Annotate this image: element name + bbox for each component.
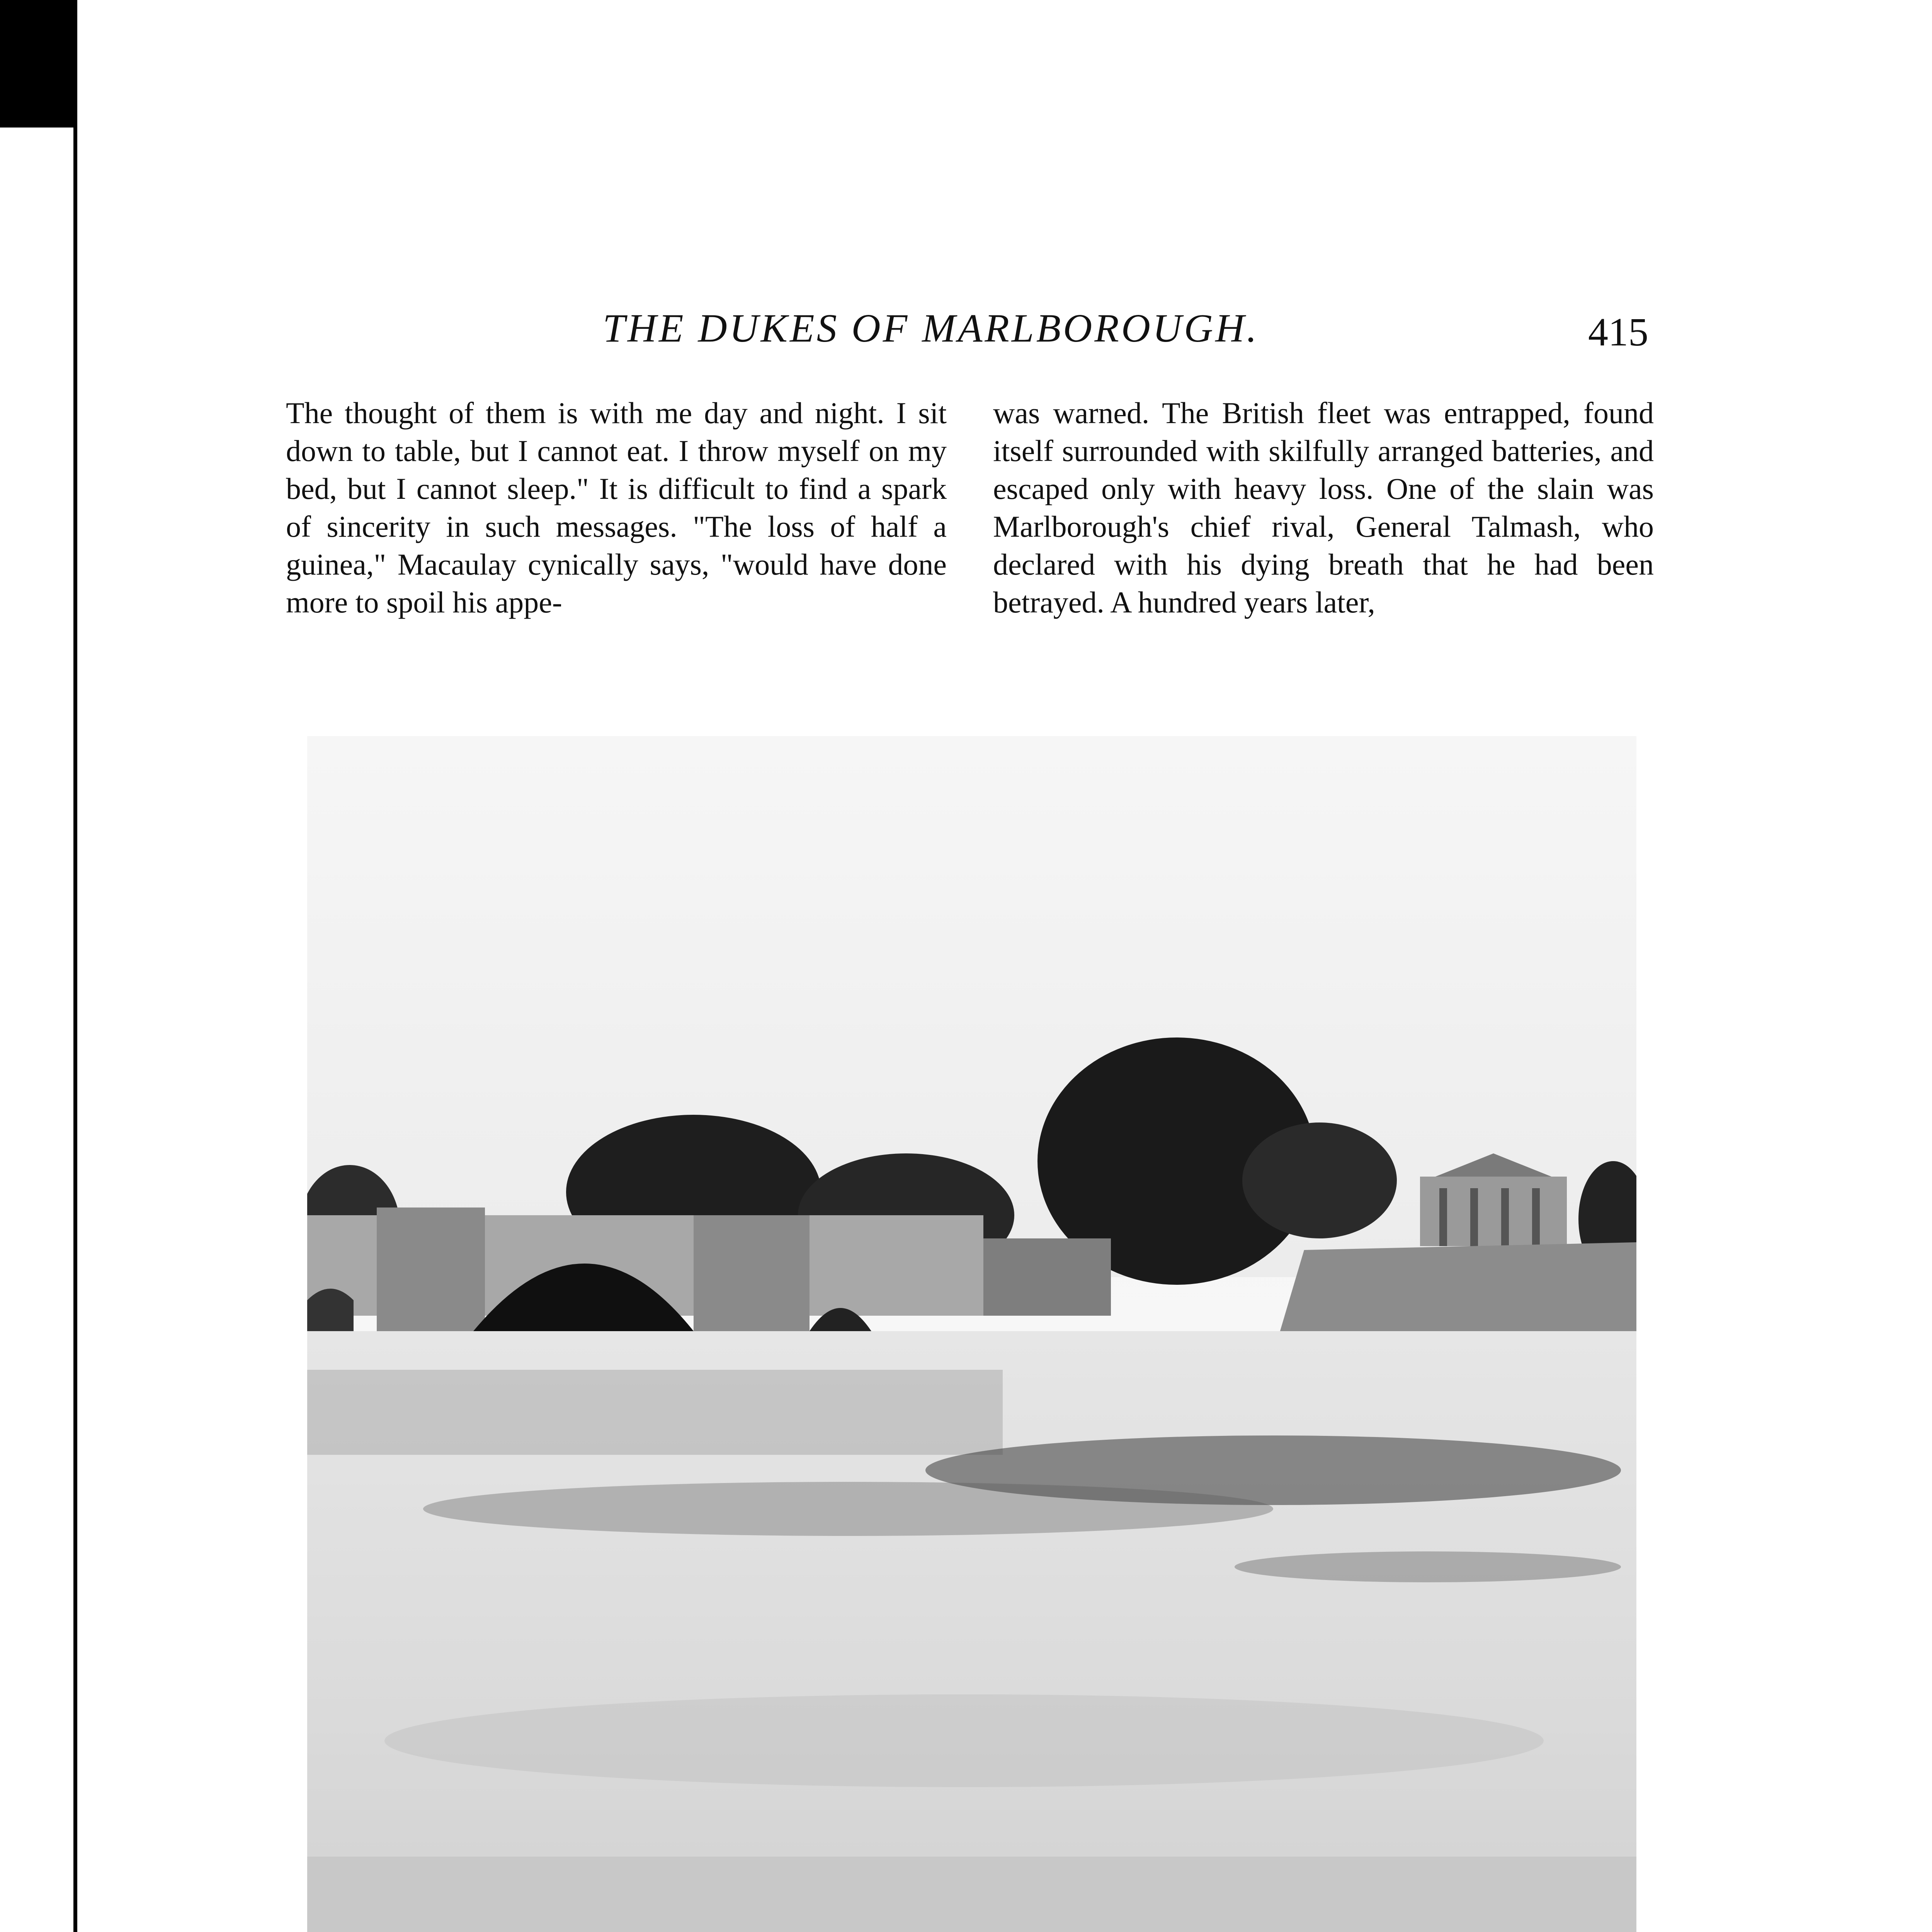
previous-page-edge (0, 128, 73, 1932)
column-left-top (286, 394, 947, 621)
running-head: THE DUKES OF MARLBOROUGH. (603, 306, 1259, 350)
paragraph: was warned. The British fleet was entrapped, found itself surrounded with skilfully arranged batteries, and escaped only with heavy loss. One of the slain was Marlborough's chief rival, General Talmash, who declared with his dying breath that he had been betrayed. A hundred years later, (993, 396, 1654, 619)
lake-landscape-image (307, 736, 1636, 1932)
page-number: 415 (1588, 310, 1648, 354)
column-right-top (993, 394, 1654, 621)
paragraph: The thought of them is with me day and night. I sit down to table, but I cannot eat. I throw myself on my bed, but I cannot sleep." It is difficult to find a spark of sincerity in such messages. "The loss of half a guinea," Macaulay cynically says, "would have done more to spoil his appe- (286, 396, 947, 619)
book-page (77, 0, 1932, 1932)
blenheim-photo (307, 736, 1636, 1932)
